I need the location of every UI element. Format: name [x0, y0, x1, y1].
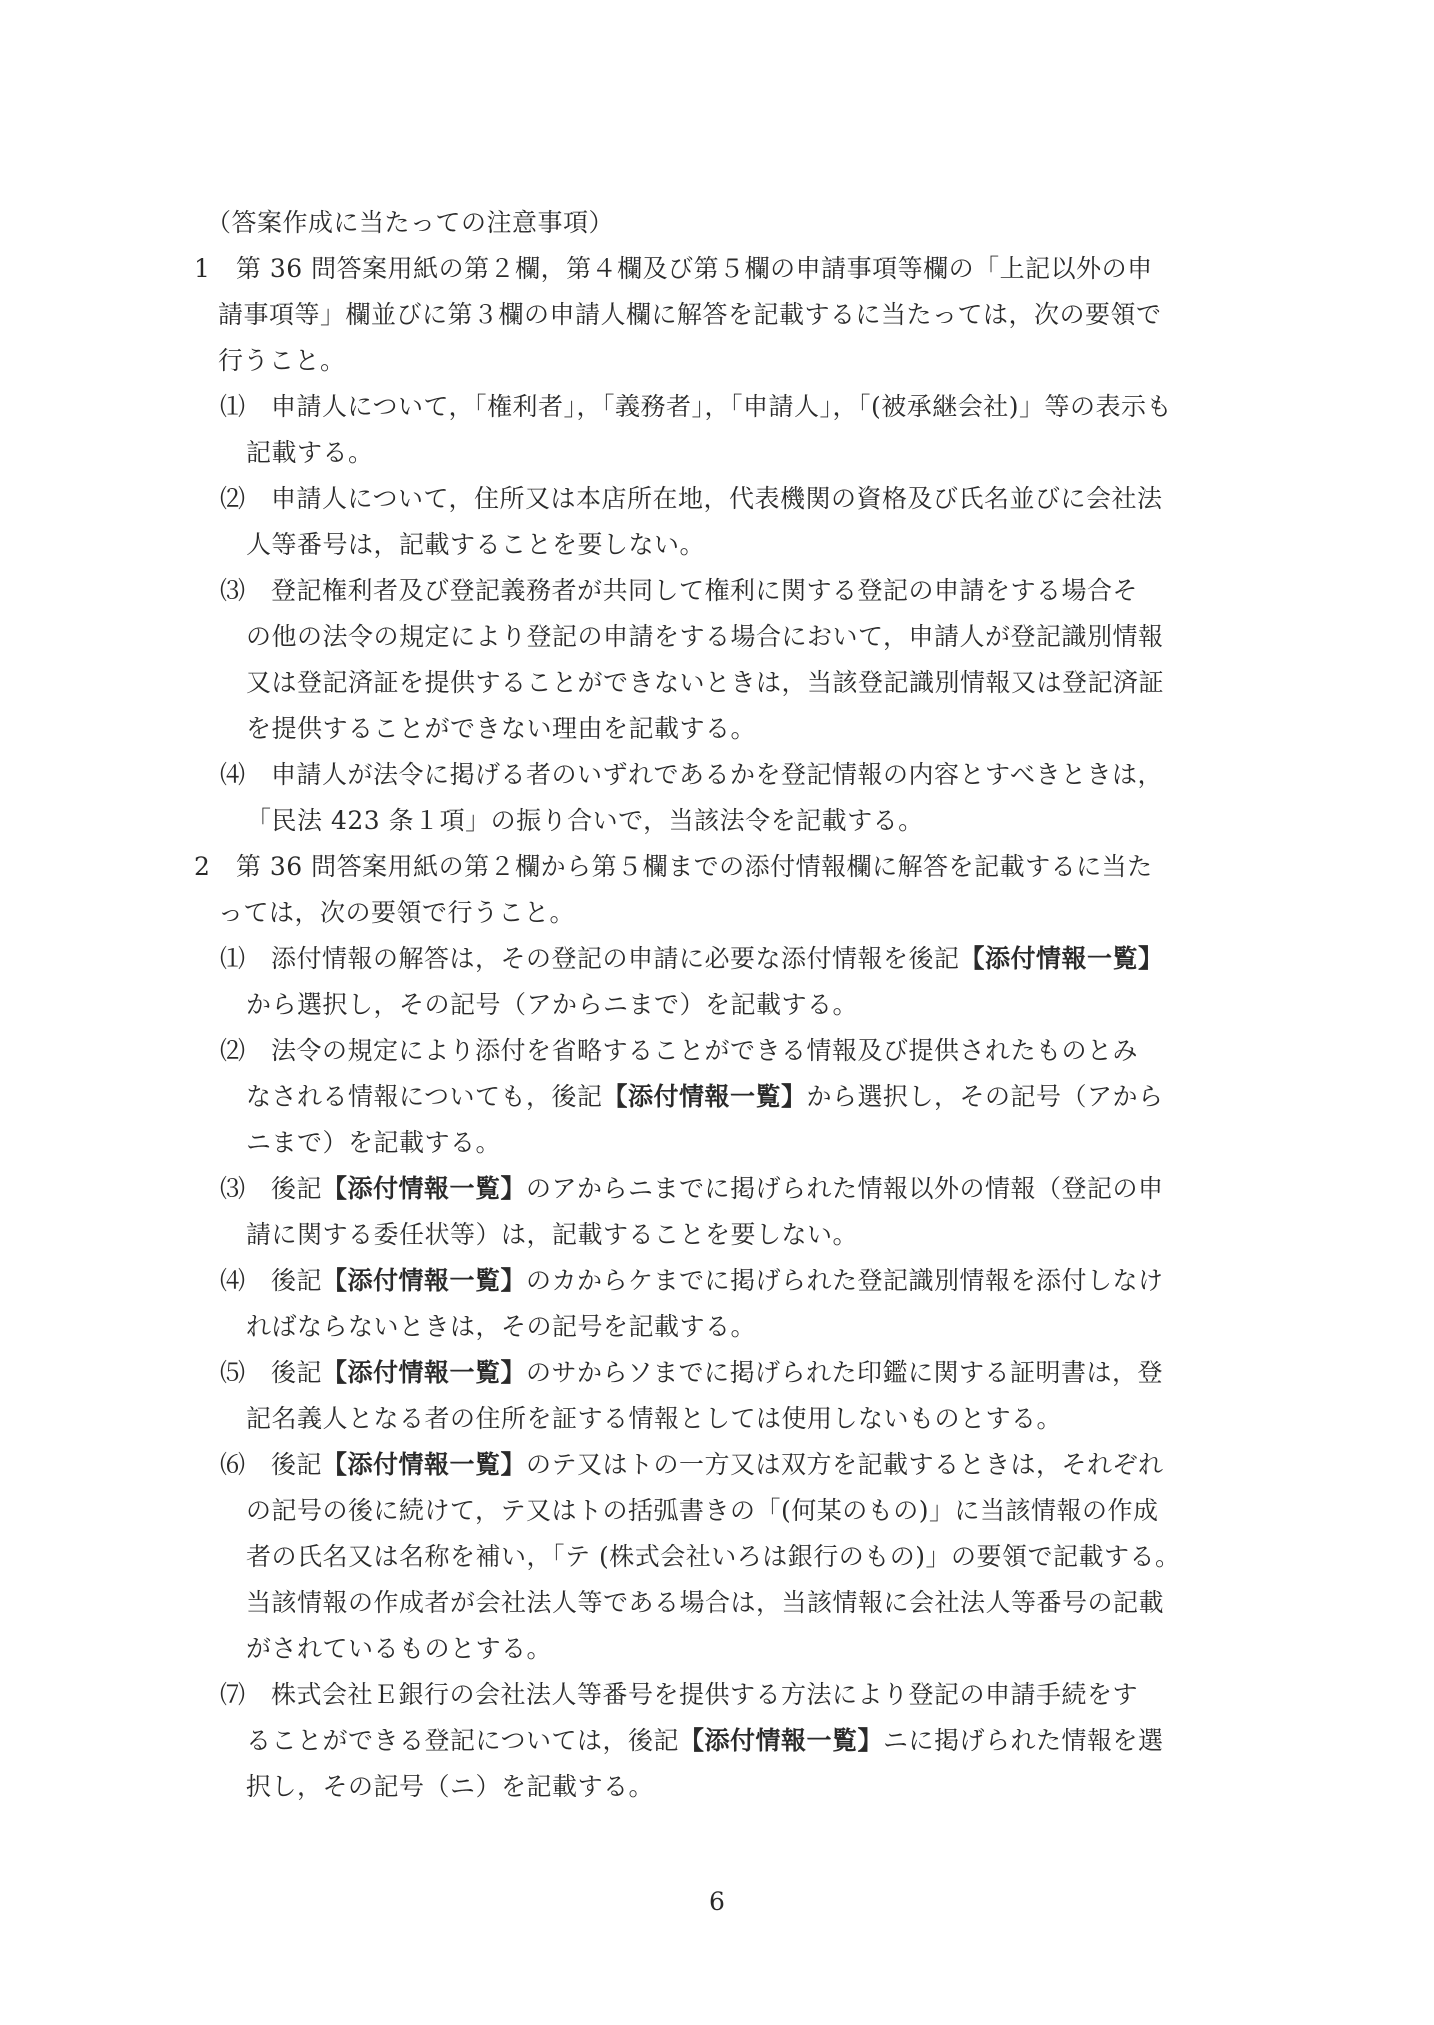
text-line: [194, 568, 1244, 614]
text-line: [194, 292, 1244, 338]
text-segment: ⑷ 後記: [220, 1266, 323, 1295]
bold-reference: 【添付情報一覧】: [602, 1082, 807, 1111]
text-line: [194, 476, 1244, 522]
bold-reference: 【添付情報一覧】: [959, 944, 1164, 973]
page-number: 6: [709, 1887, 725, 1916]
text-segment: 請に関する委任状等）は，記載することを要しない。: [246, 1220, 859, 1249]
bold-reference: 【添付情報一覧】: [322, 1266, 527, 1295]
text-line: [194, 706, 1244, 752]
text-segment: ることができる登記については，後記: [246, 1726, 680, 1755]
text-segment: から選択し，その記号（アから: [806, 1082, 1164, 1111]
text-segment: ればならないときは，その記号を記載する。: [246, 1312, 757, 1341]
text-line: [194, 1396, 1244, 1442]
text-segment: 又は登記済証を提供することができないときは，当該登記識別情報又は登記済証: [246, 668, 1165, 697]
text-line: [194, 1718, 1244, 1764]
text-segment: のアからニまでに掲げられた情報以外の情報（登記の申: [526, 1174, 1164, 1203]
text-line: [194, 522, 1244, 568]
document-body: [194, 200, 1244, 1810]
text-segment: 2 第 36 問答案用紙の第２欄から第５欄までの添付情報欄に解答を記載するに当た: [194, 852, 1153, 881]
text-segment: 請事項等」欄並びに第３欄の申請人欄に解答を記載するに当たっては，次の要領で: [218, 300, 1162, 329]
text-segment: 択し，その記号（ニ）を記載する。: [246, 1772, 655, 1801]
text-segment: ニまで）を記載する。: [246, 1128, 502, 1157]
text-line: [194, 1304, 1244, 1350]
text-segment: ⑺ 株式会社Ｅ銀行の会社法人等番号を提供する方法により登記の申請手続をす: [220, 1680, 1139, 1709]
text-line: [194, 1212, 1244, 1258]
text-segment: ⑴ 添付情報の解答は，その登記の申請に必要な添付情報を後記: [220, 944, 960, 973]
text-segment: のテ又はトの一方又は双方を記載するときは，それぞれ: [526, 1450, 1164, 1479]
text-segment: のカからケまでに掲げられた登記識別情報を添付しなけ: [526, 1266, 1164, 1295]
text-line: [194, 890, 1244, 936]
text-segment: を提供することができない理由を記載する。: [246, 714, 757, 743]
text-line: [194, 1580, 1244, 1626]
text-segment: の記号の後に続けて，テ又はトの括弧書きの「(何某のもの)」に当該情報の作成: [246, 1496, 1159, 1525]
text-line: [194, 1028, 1244, 1074]
text-segment: がされているものとする。: [246, 1634, 553, 1663]
text-line: [194, 1764, 1244, 1810]
text-segment: なされる情報についても，後記: [246, 1082, 603, 1111]
text-line: [194, 246, 1244, 292]
text-segment: の他の法令の規定により登記の申請をする場合において，申請人が登記識別情報: [246, 622, 1164, 651]
text-line: [194, 384, 1244, 430]
text-segment: 当該情報の作成者が会社法人等である場合は，当該情報に会社法人等番号の記載: [246, 1588, 1165, 1617]
text-segment: のサからソまでに掲げられた印鑑に関する証明書は，登: [526, 1358, 1164, 1387]
text-line: [194, 1166, 1244, 1212]
text-segment: 者の氏名又は名称を補い，「テ (株式会社いろは銀行のもの)」の要領で記載する。: [246, 1542, 1181, 1571]
text-segment: ⑴ 申請人について，「権利者」，「義務者」，「申請人」，「(被承継会社)」等の表示も: [220, 392, 1173, 421]
text-segment: ⑷ 申請人が法令に掲げる者のいずれであるかを登記情報の内容とすべきときは，: [220, 760, 1164, 789]
text-line: [194, 1488, 1244, 1534]
text-line: [194, 1534, 1244, 1580]
text-segment: から選択し，その記号（アからニまで）を記載する。: [246, 990, 859, 1019]
text-segment: 行うこと。: [218, 346, 346, 375]
text-line: [194, 752, 1244, 798]
bold-reference: 【添付情報一覧】: [322, 1174, 527, 1203]
text-segment: っては，次の要領で行うこと。: [218, 898, 576, 927]
text-line: [194, 982, 1244, 1028]
text-segment: ⑸ 後記: [220, 1358, 323, 1387]
section-heading: （答案作成に当たっての注意事項）: [206, 208, 615, 237]
text-segment: 記載する。: [246, 438, 374, 467]
text-line: [194, 1074, 1244, 1120]
text-segment: 「民法 423 条１項」の振り合いで，当該法令を記載する。: [246, 806, 924, 835]
bold-reference: 【添付情報一覧】: [322, 1358, 527, 1387]
text-line: [194, 338, 1244, 384]
text-line: [194, 614, 1244, 660]
bold-reference: 【添付情報一覧】: [679, 1726, 884, 1755]
bold-reference: 【添付情報一覧】: [322, 1450, 527, 1479]
text-segment: 1 第 36 問答案用紙の第２欄，第４欄及び第５欄の申請事項等欄の「上記以外の申: [194, 254, 1153, 283]
text-line: [194, 1120, 1244, 1166]
text-line: [194, 844, 1244, 890]
instruction-lines: [194, 246, 1244, 1810]
text-segment: 人等番号は，記載することを要しない。: [246, 530, 706, 559]
text-segment: ⑵ 申請人について，住所又は本店所在地，代表機関の資格及び氏名並びに会社法: [220, 484, 1163, 513]
text-line: [194, 1442, 1244, 1488]
text-line: [194, 1258, 1244, 1304]
text-segment: ニに掲げられた情報を選: [883, 1726, 1164, 1755]
text-segment: ⑶ 登記権利者及び登記義務者が共同して権利に関する登記の申請をする場合そ: [220, 576, 1139, 605]
text-segment: ⑶ 後記: [220, 1174, 323, 1203]
text-line: [194, 1672, 1244, 1718]
text-line: [194, 936, 1244, 982]
text-line: [194, 430, 1244, 476]
text-line: [194, 798, 1244, 844]
text-segment: 記名義人となる者の住所を証する情報としては使用しないものとする。: [246, 1404, 1063, 1433]
text-segment: ⑵ 法令の規定により添付を省略することができる情報及び提供されたものとみ: [220, 1036, 1139, 1065]
text-line: [194, 660, 1244, 706]
text-segment: ⑹ 後記: [220, 1450, 323, 1479]
text-line: [194, 1626, 1244, 1672]
text-line: [194, 1350, 1244, 1396]
